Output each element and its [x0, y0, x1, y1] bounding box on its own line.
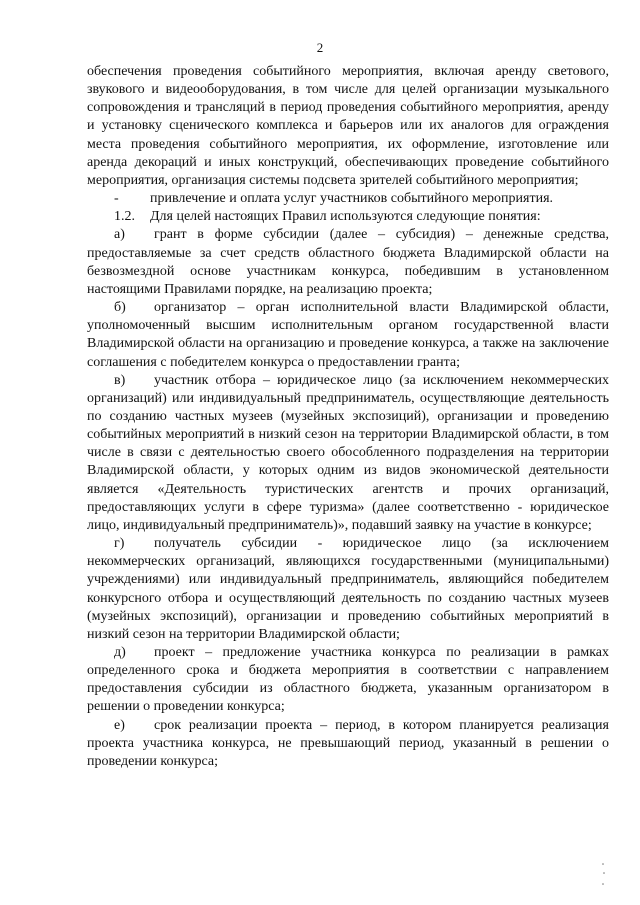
paragraph-text: организатор – орган исполнительной власти Владимирской области, уполномоченный высшим исполнительным органом государственной власти Владимирской области на организацию и проведение конкурса, а также на заключение соглашения с победителем конкурса о предоставлении гранта;	[87, 300, 609, 370]
paragraph-item-b	[87, 299, 609, 372]
paragraph-bullet	[87, 190, 609, 208]
paragraph-text: получатель субсидии - юридическое лицо (за исключением некоммерческих организаций, являющихся государственными (муниципальными) учреждениями) или индивидуальный предприниматель, являющийся победителем конкурсного отбора и осуществляющий деятельность по созданию частных музеев (музейных экспозиций), организации и проведению событийных мероприятий в низкий сезон на территории Владимирской области;	[87, 536, 609, 642]
paragraph-text: проект – предложение участника конкурса по реализации в рамках определенного срока и бюджета мероприятия в соответствии с направлением предоставления субсидии из областного бюджета, указанным организатором в решении о проведении конкурса;	[87, 645, 609, 715]
paragraph-text: грант в форме субсидии (далее – субсидия) – денежные средства, предоставляемые за счет средств областного бюджета Владимирской области на безвозмездной основе участникам конкурса, победившим в установленном настоящими Правилами порядке, на реализацию проекта;	[87, 227, 609, 297]
scan-speck-marks	[600, 860, 608, 890]
paragraph-item-g	[87, 535, 609, 644]
paragraph-text: обеспечения проведения событийного мероприятия, включая аренду светового, звукового и видеооборудования, в том числе для целей организации музыкального сопровождения и трансляций в период проведения событийного мероприятия, аренду и установку сценического комплекса и барьеров или их аналогов для ограждения места проведения событийного мероприятия, их оформление, изготовление или аренда декораций и иных конструкций, обеспечивающих проведение событийного мероприятия, организация системы подсвета зрителей событийного мероприятия;	[87, 64, 609, 188]
paragraph-marker: в)	[114, 372, 126, 388]
paragraph-marker: а)	[114, 227, 125, 243]
paragraph-item-d	[87, 644, 609, 717]
paragraph-marker: б)	[114, 300, 126, 316]
document-body	[87, 63, 609, 771]
paragraph-marker: д)	[114, 645, 126, 660]
paragraph-text: Для целей настоящих Правил используются следующие понятия:	[150, 209, 541, 225]
paragraph-marker: г)	[114, 536, 125, 552]
paragraph-continuation	[87, 63, 609, 190]
paragraph-item-v	[87, 372, 609, 535]
paragraph-marker: 1.2.	[114, 209, 135, 225]
paragraph-section-1-2	[87, 208, 609, 226]
paragraph-text: привлечение и оплата услуг участников событийного мероприятия.	[150, 191, 554, 207]
paragraph-text: срок реализации проекта – период, в котором планируется реализация проекта участника конкурса, не превышающий период, указанный в решении о проведении конкурса;	[87, 717, 609, 769]
paragraph-marker: -	[114, 191, 119, 207]
paragraph-item-e	[87, 717, 609, 771]
paragraph-item-a	[87, 226, 609, 299]
paragraph-marker: е)	[114, 717, 125, 733]
paragraph-text: участник отбора – юридическое лицо (за исключением некоммерческих организаций) или индивидуальный предприниматель, осуществляющие деятельность по созданию частных музеев (музейных экспозиций), организации и проведению событийных мероприятий в низкий сезон на территории Владимирской области, в том числе в связи с деятельностью своего обособленного подразделения на территории Владимирской области, у которых одним из видов экономической деятельности является «Деятельность туристических агентств и прочих организаций, предоставляющих услуги в сфере туризма» (далее соответственно - юридическое лицо, индивидуальный предприниматель)», подавший заявку на участие в конкурсе;	[87, 372, 609, 533]
page-number: 2	[316, 40, 324, 55]
